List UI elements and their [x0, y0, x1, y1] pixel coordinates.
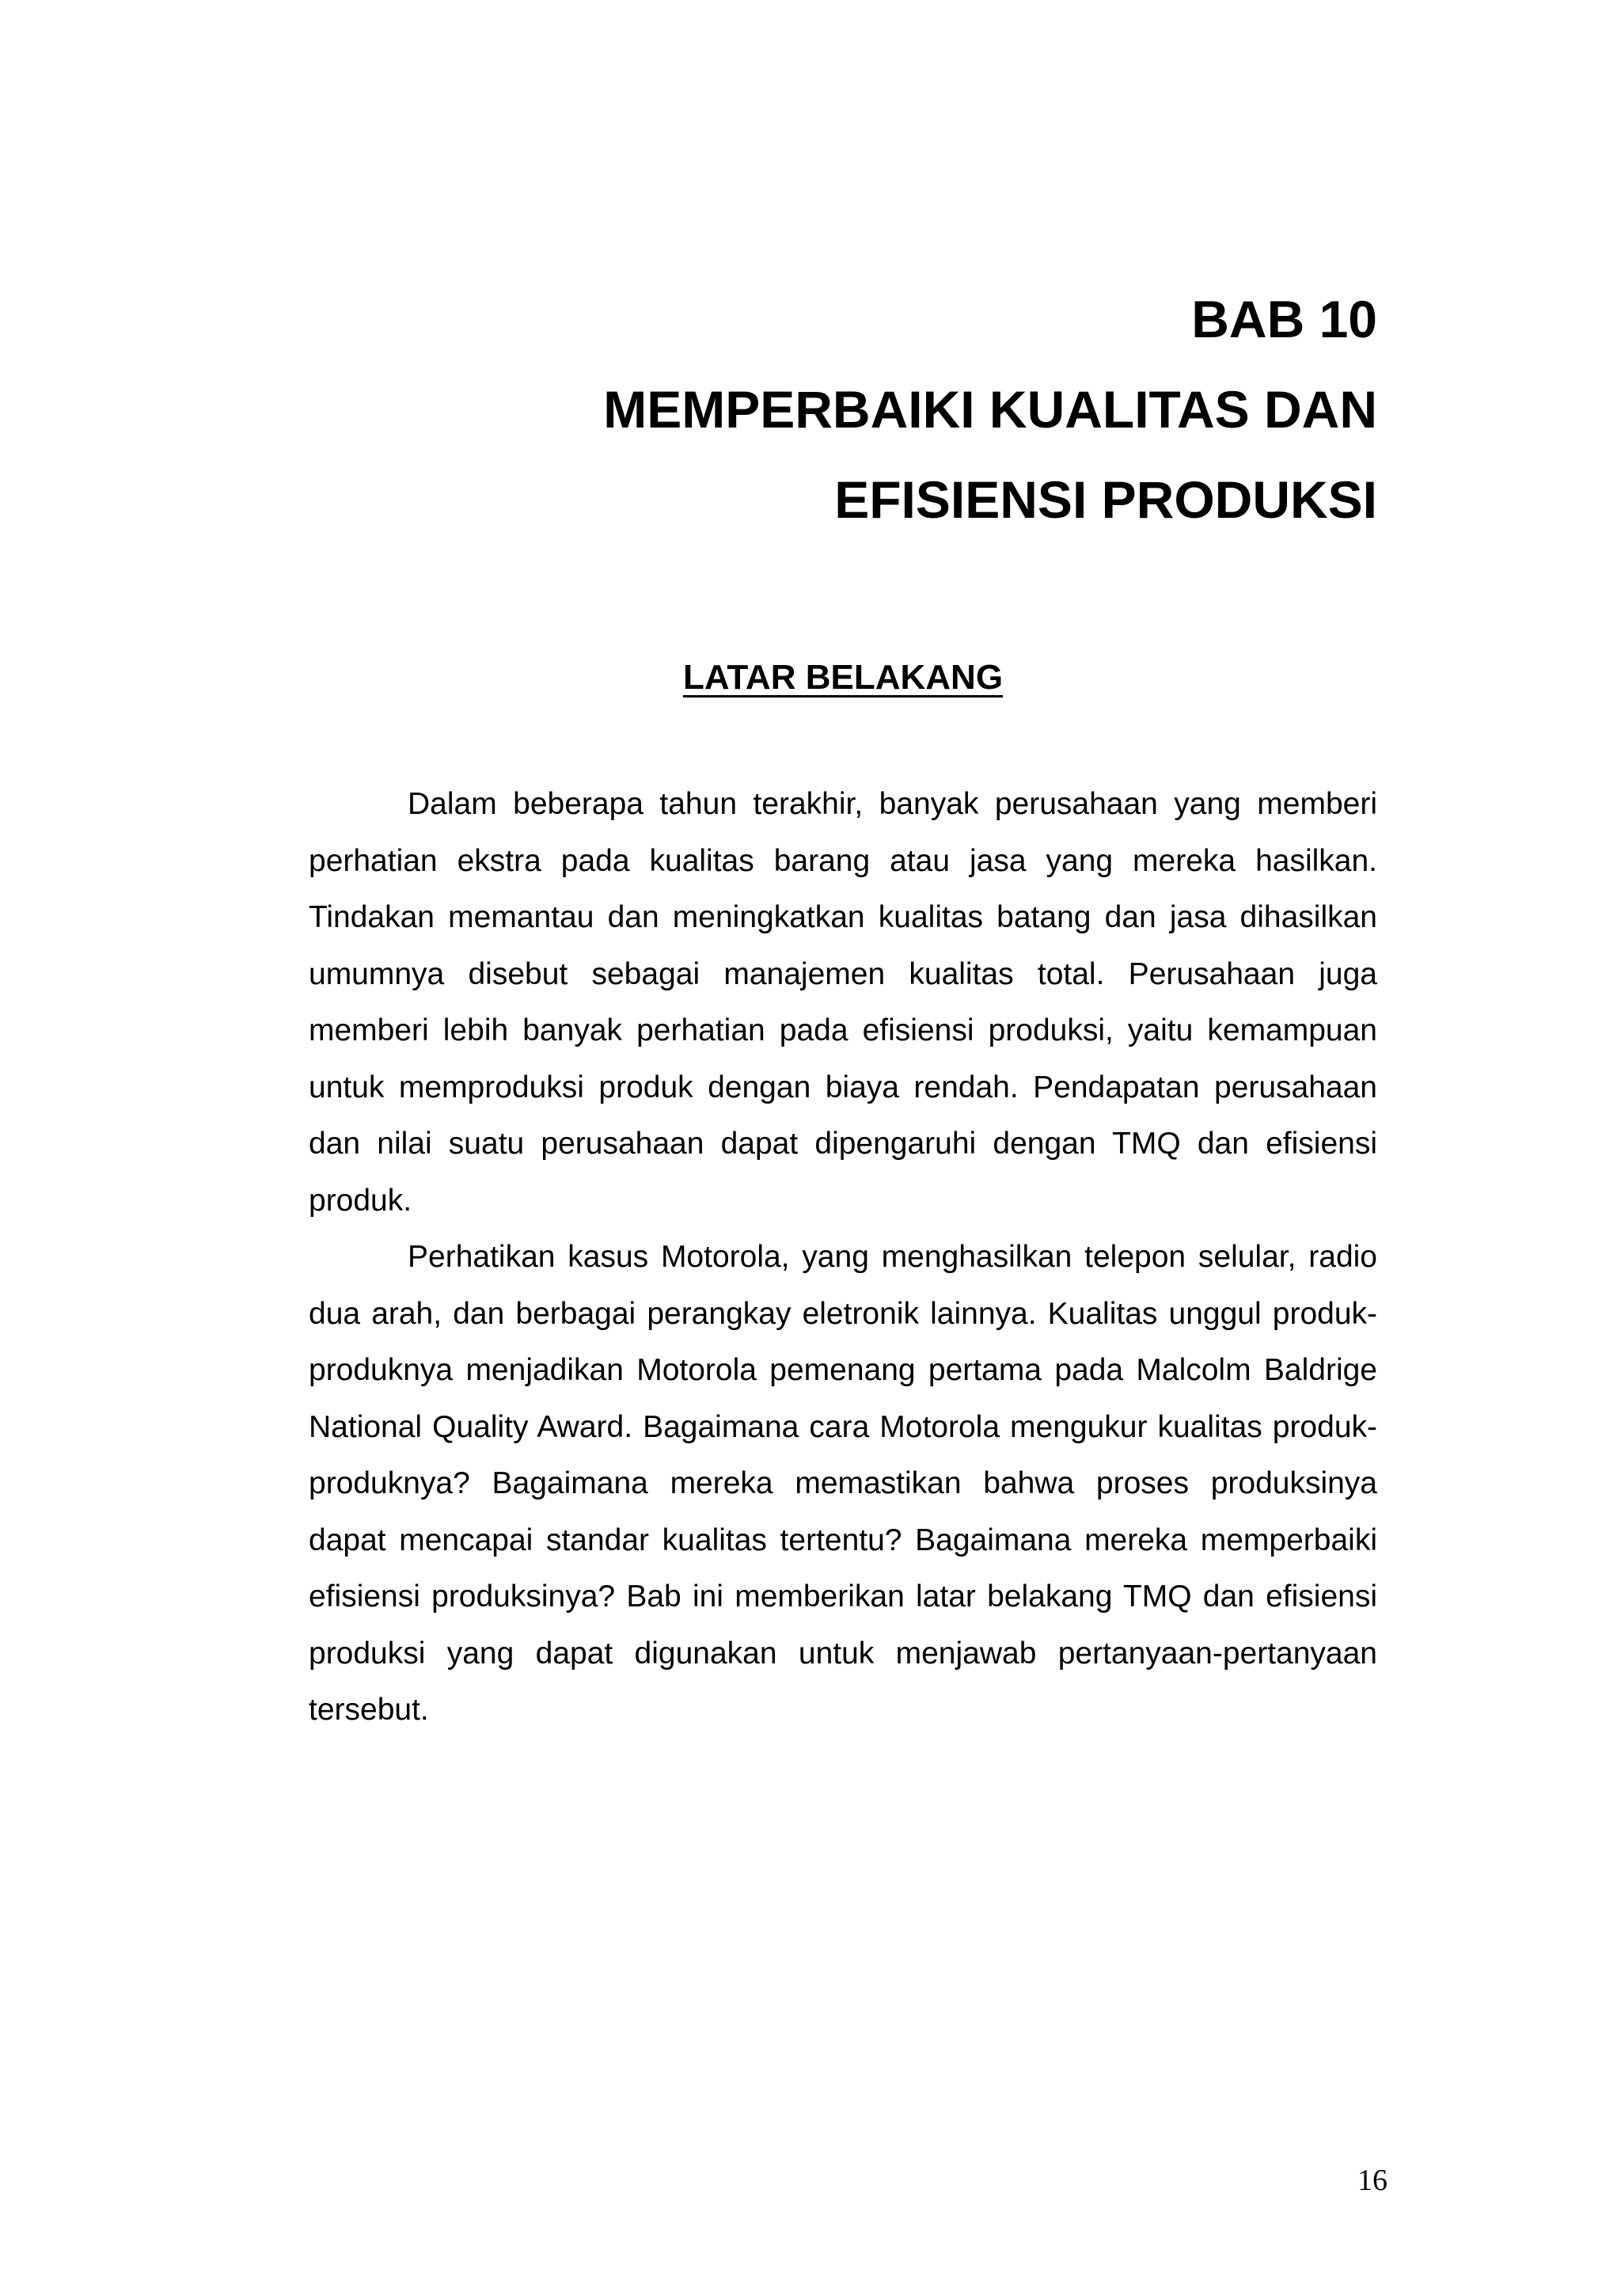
chapter-heading: [309, 290, 1377, 564]
paragraph-1: Dalam beberapa tahun terakhir, banyak perusahaan yang memberi perhatian ekstra pada kualitas barang atau jasa yang mereka hasilkan. Tindakan memantau dan meningkatkan kualitas batang dan jasa dihasilkan umumnya disebut sebagai manajemen kualitas total. Perusahaan juga memberi lebih banyak perhatian pada efisiensi produksi, yaitu kemampuan untuk memproduksi produk dengan biaya rendah. Pendapatan perusahaan dan nilai suatu perusahaan dapat dipengaruhi dengan TMQ dan efisiensi produk.: [309, 787, 1377, 1218]
chapter-title-line-2: EFISIENSI PRODUKSI: [834, 470, 1377, 529]
chapter-number: BAB 10: [1191, 290, 1377, 348]
section-heading-text: LATAR BELAKANG: [682, 658, 1004, 697]
page-number: 16: [1357, 2164, 1388, 2197]
body-text: [309, 776, 1377, 1739]
chapter-title-line-1: MEMPERBAIKI KUALITAS DAN: [603, 380, 1377, 439]
paragraph-2: Perhatikan kasus Motorola, yang menghasilkan telepon selular, radio dua arah, dan berbagai perangkay eletronik lainnya. Kualitas unggul produk-produknya menjadikan Motorola pemenang pertama pada Malcolm Baldrige National Quality Award. Bagaimana cara Motorola mengukur kualitas produk-produknya? Bagaimana mereka memastikan bahwa proses produksinya dapat mencapai standar kualitas tertentu? Bagaimana mereka memperbaiki efisiensi produksinya? Bab ini memberikan latar belakang TMQ dan efisiensi produksi yang dapat digunakan untuk menjawab pertanyaan-pertanyaan tersebut.: [309, 1240, 1377, 1727]
section-heading: [309, 660, 1377, 695]
